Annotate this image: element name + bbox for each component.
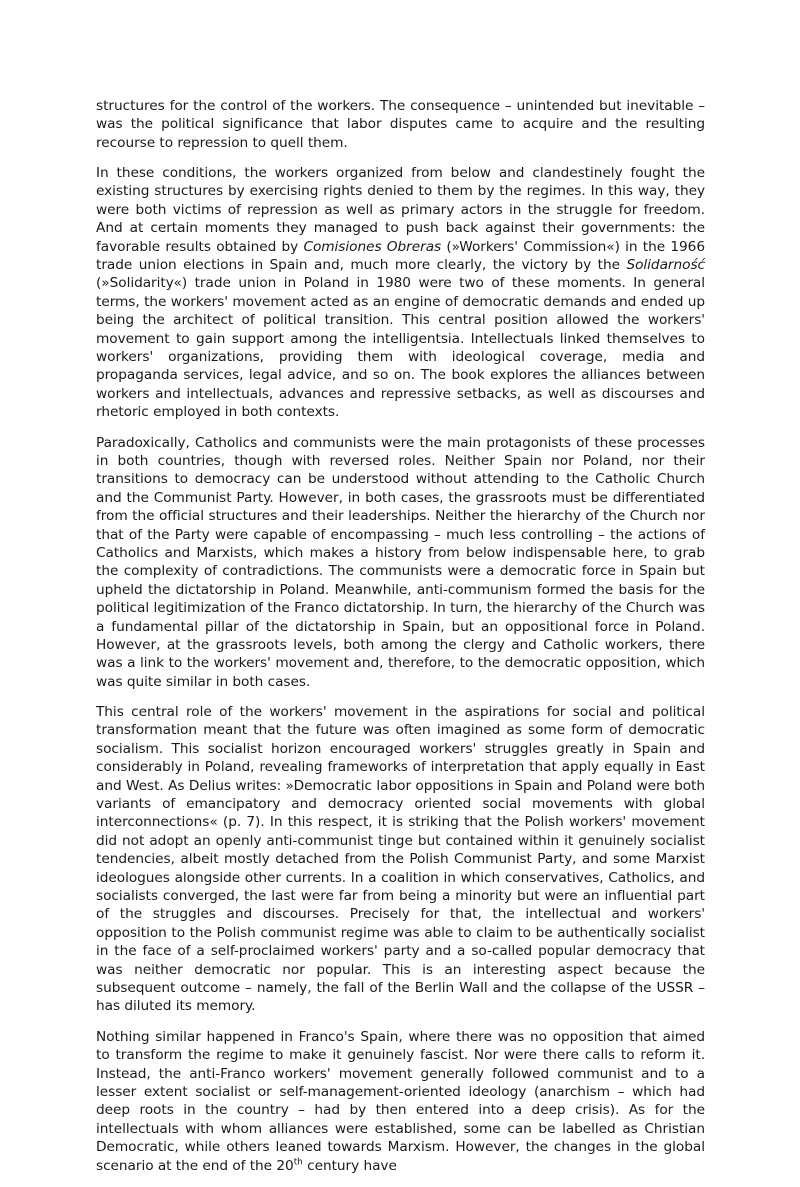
paragraph-3 (96, 434, 705, 692)
paragraph-2 (96, 164, 705, 422)
paragraph-text: century have (302, 1157, 397, 1174)
paragraph-5 (96, 1028, 705, 1175)
italic-term-solidarnosc: Solidarność (626, 257, 705, 274)
paragraph-text: Paradoxically, Catholics and communists were the main protagonists of these processes in both countries, though with reversed roles. Neither Spain nor Poland, nor their transitions to democracy can be understood without attending to the Catholic Church and the Communist Party. However, in both cases, the grassroots must be differentiated from the official structures and their leaderships. Neither the hierarchy of the Church nor that of the Party were capable of encompassing – much less controlling – the actions of Catholics and Marxists, which makes a history from below indispensable here, to grab the complexity of contradictions. The communists were a democratic force in Spain but upheld the dictatorship in Poland. Meanwhile, anti-communism formed the basis for the political legitimization of the Franco dictatorship. In turn, the hierarchy of the Church was a fundamental pillar of the dictatorship in Spain, but an oppositional force in Poland. However, at the grassroots levels, both among the clergy and Catholic workers, there was a link to the workers' movement and, therefore, to the democratic opposition, which was quite similar in both cases. (96, 434, 705, 690)
paragraph-1 (96, 97, 705, 152)
document-body (96, 97, 705, 1187)
paragraph-text: Nothing similar happened in Franco's Spain, where there was no opposition that aimed to transform the regime to make it genuinely fascist. Nor were there calls to reform it. Instead, the anti-Franco workers' movement generally followed communist and to a lesser extent socialist or self-management-oriented ideology (anarchism – which had deep roots in the country – had by then entered into a deep crisis). As for the intellectuals with whom alliances were established, some can be labelled as Christian Democratic, while others leaned towards Marxism. However, the changes in the global scenario at the end of the 20 (96, 1028, 705, 1174)
paragraph-text: (»Workers' Commission«) in the 1966 trade union elections in Spain and, much more clearly, the victory by the (96, 238, 705, 274)
paragraph-text: structures for the control of the workers. The consequence – unintended but inevitable – was the political significance that labor disputes came to acquire and the resulting recourse to repression to quell them. (96, 98, 705, 151)
ordinal-superscript: th (293, 1156, 303, 1167)
paragraph-text: (»Solidarity«) trade union in Poland in 1980 were two of these moments. In general terms, the workers' movement acted as an engine of democratic demands and ended up being the architect of political transition. This central position allowed the workers' movement to gain support among the intelligentsia. Intellectuals linked themselves to workers' organizations, providing them with ideological coverage, media and propaganda services, legal advice, and so on. The book explores the alliances between workers and intellectuals, advances and repressive setbacks, as well as discourses and rhetoric employed in both contexts. (96, 275, 705, 421)
paragraph-4 (96, 703, 705, 1016)
paragraph-text: This central role of the workers' movement in the aspirations for social and political transformation meant that the future was often imagined as some form of democratic socialism. This socialist horizon encouraged workers' struggles greatly in Spain and considerably in Poland, revealing frameworks of interpretation that apply equally in East and West. As Delius writes: »Democratic labor oppositions in Spain and Poland were both variants of emancipatory and democracy oriented social movements with global interconnections« (p. 7). In this respect, it is striking that the Polish workers' movement did not adopt an openly anti-communist tinge but contained within it genuinely socialist tendencies, albeit mostly detached from the Polish Communist Party, and some Marxist ideologues alongside other currents. In a coalition in which conservatives, Catholics, and socialists converged, the last were far from being a minority but were an influential part of the struggles and discourses. Precisely for that, the intellectual and workers' opposition to the Polish communist regime was able to claim to be authentically socialist in the face of a self-proclaimed workers' party and a so-called popular democracy that was neither democratic nor popular. This is an interesting aspect because the subsequent outcome – namely, the fall of the Berlin Wall and the collapse of the USSR – has diluted its memory. (96, 703, 705, 1015)
italic-term-comisiones-obreras: Comisiones Obreras (303, 238, 442, 255)
paragraph-text: In these conditions, the workers organized from below and clandestinely fought the existing structures by exercising rights denied to them by the regimes. In this way, they were both victims of repression as well as primary actors in the struggle for freedom. And at certain moments they managed to push back against their governments: the favorable results obtained by (96, 165, 705, 255)
